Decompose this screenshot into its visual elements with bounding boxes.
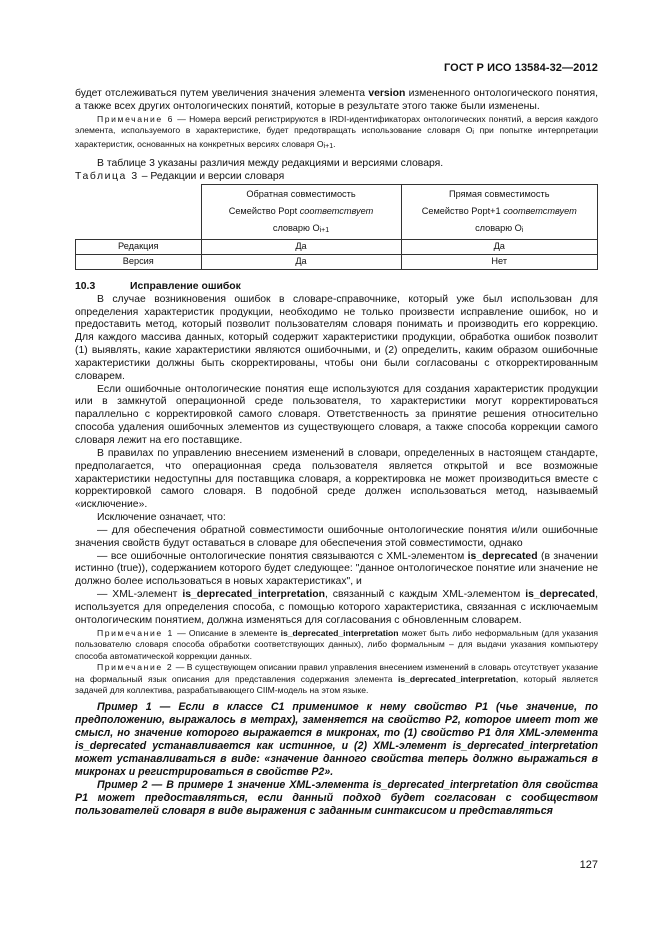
- text: Семейство Popt: [228, 205, 300, 216]
- table-caption: [75, 171, 598, 184]
- header-title: Обратная совместимость: [246, 188, 356, 199]
- table-header-cell: [201, 184, 401, 239]
- text: измененного онтологического понятия, а также всех других онтологических понятий, которые в результате этого также были изменены.: [75, 88, 598, 112]
- page-number: 127: [579, 859, 598, 871]
- paragraph: В случае возникновения ошибок в словаре-справочнике, который уже был использован для определения характеристик продукции, необходимо не только произвести исправление ошибок, но и предоставить метод, который позволит пользователям словаря понимать и производить его коррекцию. Для каждого массива данных, который содержит характеристики продукции, обработка ошибок позволит (1) выявлять, какие характеристики являются ошибочными, и (2) определить, каким образом ошибочные характеристики должны быть скорректированы, чтобы они были согласованы с откорректированным словарем.: [75, 293, 598, 382]
- table-intro: В таблице 3 указаны различия между редакциями и версиями словаря.: [97, 158, 444, 170]
- table-cell: Да: [201, 239, 401, 254]
- example: Пример 2 — В примере 1 значение XML-элемента is_deprecated_interpretation для свойства P1 может предоставляться, если данный подход будет согласован с сообществом пользователей словаря в виде выражения с заданным синтаксисом и представляться: [75, 778, 598, 817]
- section-heading: [75, 281, 598, 294]
- text: при попытке интерпретации характеристик, основанных на конкретных версиях словаря O: [75, 125, 598, 149]
- text: будет отслеживаться путем увеличения значения элемента: [75, 88, 369, 99]
- italic-text: соответствует: [503, 205, 577, 216]
- paragraph: [75, 88, 598, 114]
- subscript: i: [521, 226, 524, 234]
- caption-label: Таблица 3: [75, 171, 139, 183]
- page-header: ГОСТ Р ИСО 13584-32—2012: [443, 62, 598, 74]
- note-label: Примечание 1: [97, 627, 174, 638]
- text: — все ошибочные онтологические понятия связываются с XML-элементом: [97, 550, 468, 562]
- list-item: [75, 551, 598, 590]
- header-line: [202, 203, 401, 220]
- list-item: [75, 589, 598, 628]
- text: .: [333, 138, 336, 149]
- example: Пример 1 — Если в классе C1 применимое к нему свойство P1 (чье значение, по предположению, выражалось в метрах), заменяется на свойство P2, которое имеет тот же смысл, но значение которого выражается в микронах, то (1) свойство P1 для XML-элемента is_deprecated устанавливается как истинное, и (2) XML-элемент is_deprecated_interpretation может устанавливаться в виде: «значение данного свойства теперь должно выражаться в микронах и регистрироваться в свойстве P2».: [75, 700, 598, 778]
- versions-table: [75, 184, 598, 270]
- row-label: Версия: [76, 254, 202, 269]
- caption-text: – Редакции и версии словаря: [138, 171, 285, 183]
- bold-term: is_deprecated_interpretation: [182, 589, 325, 601]
- table-cell: Нет: [401, 254, 598, 269]
- note: [75, 114, 598, 153]
- text: — Описание в элементе: [173, 627, 281, 638]
- row-label: Редакция: [76, 239, 202, 254]
- header-title: Прямая совместимость: [449, 188, 550, 199]
- paragraph: Если ошибочные онтологические понятия еще используются для создания характеристик продукции или в замкнутой операционной среде пользователя, то характеристики могут корректироваться параллельно с корректировкой самого словаря. Ответственность за принятие решения относительно способа удаления ошибочных элементов из существующего словаря, а также способа коррекции самого словаря лежит на его поставщике.: [75, 383, 598, 446]
- header-line: [402, 220, 598, 239]
- text: (в значении истинно (true)), содержанием которого будет следующее: "данное онтологическое понятие или значение не должно более использоваться в новых характеристиках", и: [75, 550, 598, 588]
- bold-term: version: [368, 88, 406, 99]
- subscript: i+1: [323, 142, 334, 150]
- paragraph: В правилах по управлению внесением изменений в словари, определенных в настоящем стандарте, предполагается, что операционная среда пользователя является открытой и все возможные характеристики недоступны для поставщика словаря, а корректировка не может производиться вместе с корректировкой самого словаря. В подобной среде должен использоваться метод, называемый «исключение».: [75, 447, 598, 511]
- text: , связанный с каждым XML-элементом: [324, 589, 526, 601]
- text: словарю O: [475, 222, 522, 233]
- bold-term: is_deprecated_interpretation: [397, 673, 516, 684]
- text: — XML-элемент: [97, 589, 183, 601]
- text: , используется для определения способа, с помощью которого характеристика, связанная с исключаемым онтологическим понятием, должна изменяться для согласования с обновленным словарем.: [75, 589, 598, 626]
- note: [75, 628, 598, 663]
- subscript: i+1: [319, 226, 330, 234]
- note: [75, 662, 598, 697]
- table-header-row: [76, 184, 598, 239]
- table-cell: Да: [201, 254, 401, 269]
- paragraph: Исключение означает, что:: [97, 512, 226, 524]
- italic-text: соответствует: [299, 205, 374, 216]
- table-cell: Да: [401, 239, 598, 254]
- list-item: — для обеспечения обратной совместимости ошибочные онтологические понятия и/или ошибочные значения свойств будут оставаться в словаре для обеспечения этой совместимости, однако: [75, 524, 598, 549]
- text: — Номера версий регистрируются в IRDI-идентификаторах онтологических понятий, а версия каждого элемента, используемого в характеристике, будет предотвращать использование словаря O: [75, 113, 598, 136]
- table-corner: [76, 184, 202, 239]
- header-line: [202, 220, 401, 239]
- bold-term: is_deprecated: [467, 550, 538, 562]
- table-header-cell: [401, 184, 598, 239]
- text: — В существующем описании правил управления внесением изменений в словарь отсутствует указание на формальный язык описания для представления содержания элемента: [75, 662, 598, 684]
- text: Семейство Popt+1: [421, 205, 504, 216]
- bold-term: is_deprecated_interpretation: [280, 627, 399, 638]
- page-content: [75, 88, 598, 818]
- section-title: Исправление ошибок: [130, 280, 241, 292]
- table-row: [76, 254, 598, 269]
- text: может быть либо неформальным (для указания пользователю словаря способа обработки соответствующих данных), либо формальным – для выдачи указания компьютеру способа автоматической коррекции данных.: [75, 627, 599, 661]
- text: словарю O: [272, 222, 320, 233]
- bold-term: is_deprecated: [525, 589, 596, 601]
- subscript: i: [472, 129, 474, 137]
- text: , который является задачей для коллектива, разрабатывающего CIIM-модель на этом языке.: [75, 673, 598, 696]
- note-label: Примечание 6: [97, 113, 174, 124]
- table-row: [76, 239, 598, 254]
- note-label: Примечание 2: [97, 662, 174, 673]
- header-line: [402, 203, 598, 220]
- section-number: 10.3: [75, 280, 96, 292]
